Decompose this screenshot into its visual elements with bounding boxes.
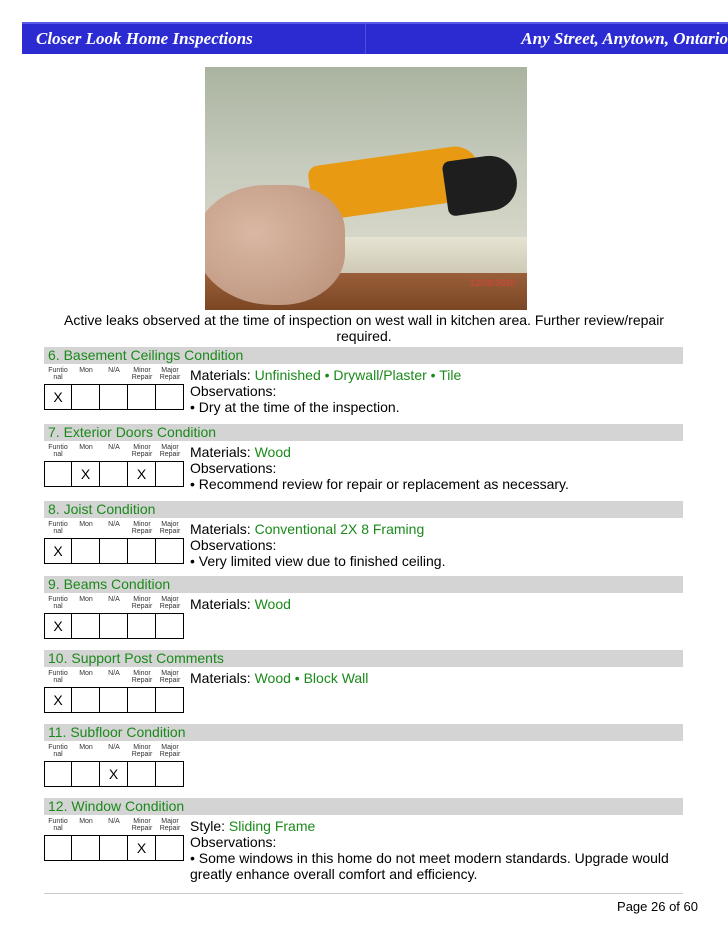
rating-box-mon (72, 835, 100, 861)
section-details (190, 444, 683, 492)
materials-value: Wood • Block Wall (254, 670, 369, 686)
rating-box-minor (128, 687, 156, 713)
materials-value: Conventional 2X 8 Framing (254, 521, 425, 537)
materials-value: Wood (254, 596, 291, 612)
rating-labels (44, 367, 186, 383)
rating-box-minor: X (128, 461, 156, 487)
materials-label: Materials: (190, 521, 251, 537)
rating-grid (44, 670, 186, 708)
label-minor-repair: Minor Repair (131, 744, 153, 758)
label-na: N/A (108, 596, 120, 603)
footer-divider (44, 893, 683, 894)
section-support-post (44, 650, 683, 716)
rating-box-na (100, 384, 128, 410)
rating-box-mon (72, 538, 100, 564)
observations-text: • Very limited view due to finished ceiling. (190, 553, 446, 569)
label-minor-repair: Minor Repair (131, 670, 153, 684)
rating-box-functional: X (44, 687, 72, 713)
label-mon: Mon (79, 818, 93, 825)
observations-label: Observations: (190, 383, 277, 399)
section-joist (44, 501, 683, 573)
rating-box-na (100, 538, 128, 564)
rating-box-na (100, 461, 128, 487)
rating-boxes (44, 761, 184, 787)
section-details (190, 670, 683, 686)
section-basement-ceilings (44, 347, 683, 419)
rating-boxes (44, 538, 184, 564)
materials-line (190, 670, 683, 686)
section-details (190, 521, 683, 569)
rating-grid (44, 744, 186, 782)
label-functional: Funtio nal (48, 744, 68, 758)
rating-box-mon (72, 761, 100, 787)
label-major-repair: Major Repair (159, 670, 181, 684)
rating-labels (44, 818, 186, 834)
rating-box-minor (128, 538, 156, 564)
section-exterior-doors (44, 424, 683, 496)
label-na: N/A (108, 367, 120, 374)
label-mon: Mon (79, 367, 93, 374)
rating-labels (44, 596, 186, 612)
label-functional: Funtio nal (48, 818, 68, 832)
company-name: Closer Look Home Inspections (36, 29, 253, 48)
label-major-repair: Major Repair (159, 818, 181, 832)
section-title: 12. Window Condition (44, 798, 683, 815)
section-title: 11. Subfloor Condition (44, 724, 683, 741)
rating-box-na (100, 835, 128, 861)
rating-box-major (156, 687, 184, 713)
company-address: Any Street, Anytown, Ontario (521, 29, 728, 48)
section-subfloor (44, 724, 683, 790)
rating-box-major (156, 384, 184, 410)
rating-box-mon (72, 687, 100, 713)
rating-box-functional: X (44, 613, 72, 639)
section-title: 8. Joist Condition (44, 501, 683, 518)
rating-box-functional (44, 761, 72, 787)
label-na: N/A (108, 670, 120, 677)
rating-box-na (100, 613, 128, 639)
rating-boxes (44, 835, 184, 861)
label-minor-repair: Minor Repair (131, 444, 153, 458)
section-title: 9. Beams Condition (44, 576, 683, 593)
label-major-repair: Major Repair (159, 367, 181, 381)
materials-value: Sliding Frame (228, 818, 316, 834)
label-functional: Funtio nal (48, 444, 68, 458)
observations-label: Observations: (190, 537, 277, 553)
rating-box-minor (128, 613, 156, 639)
rating-grid (44, 444, 186, 482)
label-mon: Mon (79, 521, 93, 528)
materials-label: Materials: (190, 367, 251, 383)
observations-text: • Dry at the time of the inspection. (190, 399, 400, 415)
label-major-repair: Major Repair (159, 521, 181, 535)
label-na: N/A (108, 521, 120, 528)
materials-line (190, 367, 683, 383)
rating-grid (44, 367, 186, 405)
rating-box-major (156, 835, 184, 861)
page-number: Page 26 of 60 (617, 899, 698, 914)
label-mon: Mon (79, 744, 93, 751)
label-minor-repair: Minor Repair (131, 596, 153, 610)
rating-box-minor: X (128, 835, 156, 861)
materials-label: Style: (190, 818, 226, 834)
label-major-repair: Major Repair (159, 744, 181, 758)
label-na: N/A (108, 818, 120, 825)
rating-grid (44, 596, 186, 634)
rating-box-functional: X (44, 384, 72, 410)
rating-labels (44, 670, 186, 686)
label-na: N/A (108, 744, 120, 751)
rating-boxes (44, 687, 184, 713)
section-details (190, 367, 683, 415)
rating-box-major (156, 613, 184, 639)
materials-label: Materials: (190, 444, 251, 460)
materials-line (190, 596, 683, 612)
rating-boxes (44, 461, 184, 487)
rating-box-mon: X (72, 461, 100, 487)
rating-box-functional (44, 461, 72, 487)
materials-value: Unfinished • Drywall/Plaster • Tile (254, 367, 462, 383)
photo-date-stamp: 12/06/2010 (469, 278, 515, 288)
label-major-repair: Major Repair (159, 444, 181, 458)
label-major-repair: Major Repair (159, 596, 181, 610)
label-minor-repair: Minor Repair (131, 818, 153, 832)
materials-line (190, 521, 683, 537)
header-divider (365, 24, 366, 54)
label-minor-repair: Minor Repair (131, 521, 153, 535)
rating-labels (44, 521, 186, 537)
materials-line (190, 818, 683, 834)
rating-grid (44, 521, 186, 559)
hand-image (205, 185, 345, 305)
materials-value: Wood (254, 444, 291, 460)
label-mon: Mon (79, 596, 93, 603)
rating-box-mon (72, 613, 100, 639)
photo-caption: Active leaks observed at the time of inspection on west wall in kitchen area. Further review/repair required. (64, 312, 664, 344)
section-title: 10. Support Post Comments (44, 650, 683, 667)
label-functional: Funtio nal (48, 367, 68, 381)
rating-grid (44, 818, 186, 856)
rating-box-na: X (100, 761, 128, 787)
rating-labels (44, 744, 186, 760)
section-details (190, 596, 683, 612)
header-bar (22, 22, 728, 54)
section-title: 7. Exterior Doors Condition (44, 424, 683, 441)
rating-box-mon (72, 384, 100, 410)
observations-label: Observations: (190, 460, 277, 476)
rating-box-major (156, 461, 184, 487)
observations-label: Observations: (190, 834, 277, 850)
observations-text: • Recommend review for repair or replacement as necessary. (190, 476, 569, 492)
rating-box-na (100, 687, 128, 713)
materials-line (190, 444, 683, 460)
label-mon: Mon (79, 670, 93, 677)
section-beams (44, 576, 683, 642)
rating-labels (44, 444, 186, 460)
rating-box-minor (128, 384, 156, 410)
rating-box-functional (44, 835, 72, 861)
rating-boxes (44, 613, 184, 639)
label-functional: Funtio nal (48, 670, 68, 684)
section-window (44, 798, 683, 888)
inspection-photo (205, 67, 527, 310)
materials-label: Materials: (190, 596, 251, 612)
label-functional: Funtio nal (48, 596, 68, 610)
label-na: N/A (108, 444, 120, 451)
section-title: 6. Basement Ceilings Condition (44, 347, 683, 364)
label-minor-repair: Minor Repair (131, 367, 153, 381)
rating-box-major (156, 538, 184, 564)
observations-text: • Some windows in this home do not meet modern standards. Upgrade would greatly enhance overall comfort and efficiency. (190, 850, 669, 882)
rating-box-major (156, 761, 184, 787)
rating-box-minor (128, 761, 156, 787)
label-mon: Mon (79, 444, 93, 451)
rating-box-functional: X (44, 538, 72, 564)
label-functional: Funtio nal (48, 521, 68, 535)
section-details (190, 818, 683, 882)
materials-label: Materials: (190, 670, 251, 686)
rating-boxes (44, 384, 184, 410)
